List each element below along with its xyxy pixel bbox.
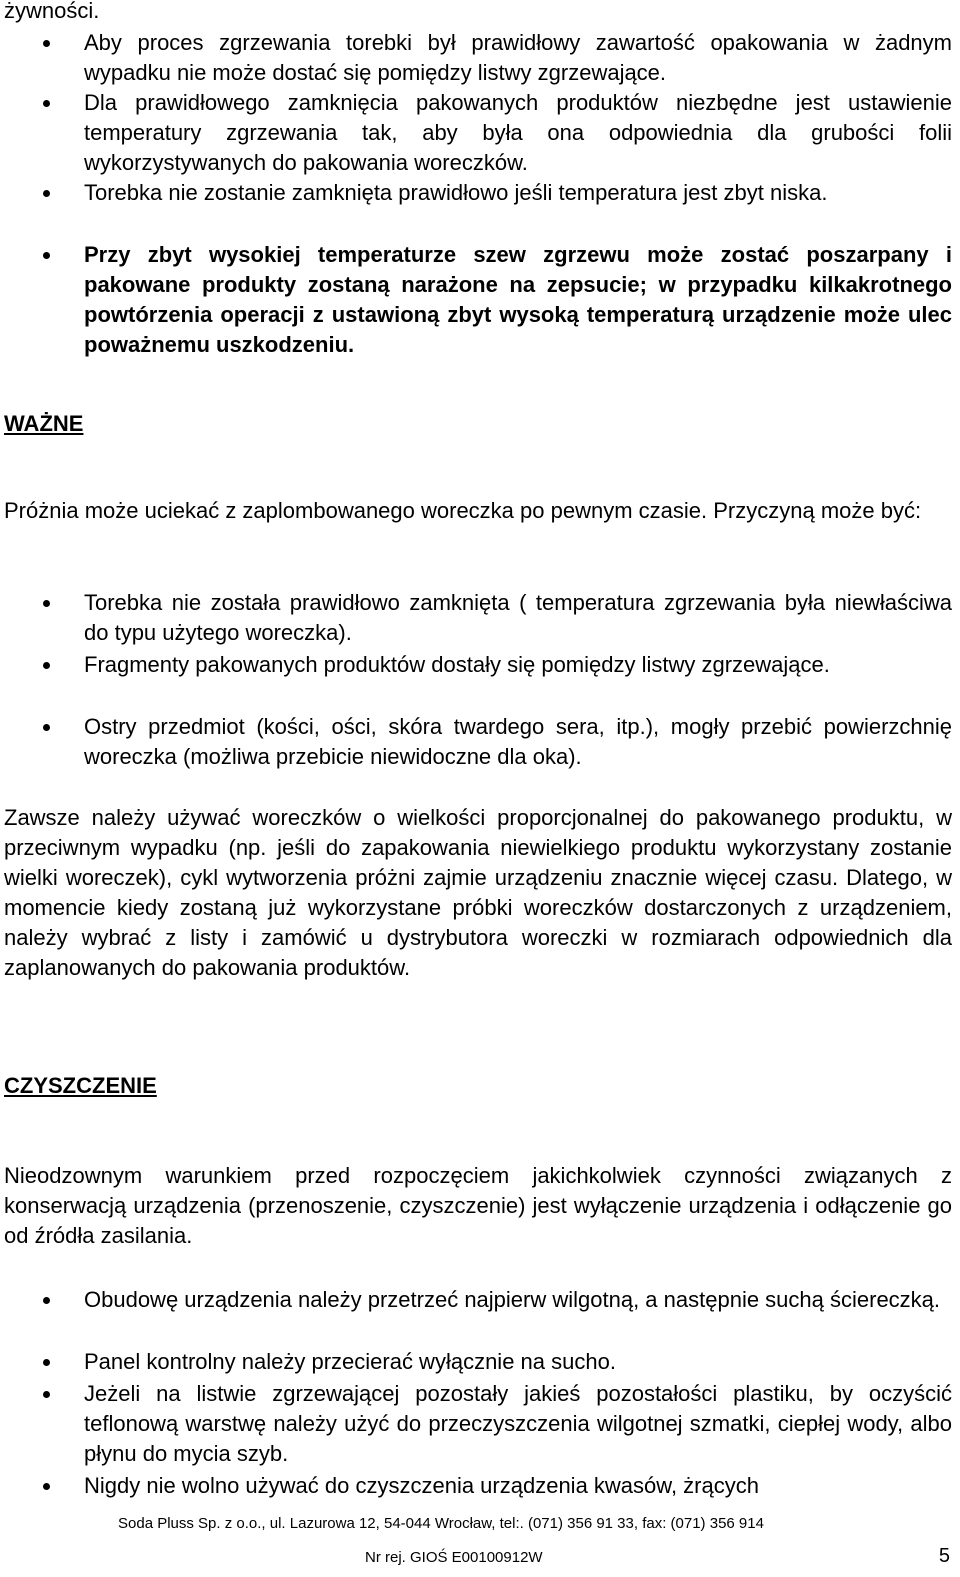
bullet-icon — [43, 1483, 50, 1490]
list-item — [0, 28, 952, 88]
list-item — [0, 1471, 952, 1501]
heading-czyszczenie: CZYSZCZENIE — [4, 1073, 157, 1098]
bullet-icon — [43, 1359, 50, 1366]
bullet-icon — [43, 600, 50, 607]
list-item — [0, 1285, 952, 1347]
bag-size-paragraph: Zawsze należy używać woreczków o wielkości proporcjonalnej do pakowanego produktu, w przeciwnym wypadku (np. jeśli do zapakowania niewielkiego produktu wykorzystany zostanie wielki woreczek), cykl wytworzenia próżni zajmie urządzeniu znacznie więcej czasu. Dlatego, w momencie kiedy zostaną już wykorzystane próbki woreczków dostarczonych z urządzeniem, należy wybrać z listy i zamówić u dystrybutora woreczki w rozmiarach odpowiednich dla zaplanowanych do pakowania produktów. — [4, 805, 952, 980]
bullet-icon — [43, 252, 50, 259]
list-sealing-notes — [0, 28, 952, 360]
cleaning-paragraph: Nieodzownym warunkiem przed rozpoczęciem jakichkolwiek czynności związanych z konserwacją urządzenia (przenoszenie, czyszczenie) jest wyłączenie urządzenia i odłączenie go od źródła zasilania. — [4, 1163, 952, 1248]
bullet-icon — [43, 724, 50, 731]
list-item-text: Dla prawidłowego zamknięcia pakowanych produktów niezbędne jest ustawienie temperatury zgrzewania tak, aby była ona odpowiednia dla grubości folii wykorzystywanych do pakowania woreczków. — [84, 90, 952, 175]
list-item — [0, 712, 952, 772]
list-item-text: Panel kontrolny należy przecierać wyłącznie na sucho. — [84, 1349, 616, 1374]
list-item — [0, 588, 952, 650]
bullet-icon — [43, 190, 50, 197]
bullet-icon — [43, 100, 50, 107]
list-item-text: Obudowę urządzenia należy przetrzeć najpierw wilgotną, a następnie suchą ściereczką. — [84, 1287, 941, 1312]
list-vacuum-causes — [0, 588, 952, 772]
list-item-text: Nigdy nie wolno używać do czyszczenia urządzenia kwasów, żrących — [84, 1473, 759, 1498]
list-item-text: Fragmenty pakowanych produktów dostały się pomiędzy listwy zgrzewające. — [84, 652, 830, 677]
list-item — [0, 240, 952, 360]
footer-company: Soda Pluss Sp. z o.o., ul. Lazurowa 12, 54-044 Wrocław, tel:. (071) 356 91 33, fax: (071) 356 914 — [118, 1515, 764, 1532]
list-item-text: Torebka nie została prawidłowo zamknięta ( temperatura zgrzewania była niewłaściwa do typu użytego woreczka). — [84, 590, 952, 645]
top-fragment: żywności. — [4, 0, 100, 23]
list-item-text: Przy zbyt wysokiej temperaturze szew zgrzewu może zostać poszarpany i pakowane produkty zostaną narażone na zepsucie; w przypadku kilkakrotnego powtórzenia operacji z ustawioną zbyt wysoką temperaturą urządzenie może ulec poważnemu uszkodzeniu. — [84, 242, 952, 357]
list-item-text: Ostry przedmiot (kości, ości, skóra twardego sera, itp.), mogły przebić powierzchnię woreczka (możliwa przebicie niewidoczne dla oka). — [84, 714, 952, 769]
footer-registry: Nr rej. GIOŚ E00100912W — [365, 1549, 543, 1566]
list-cleaning-steps — [0, 1285, 952, 1501]
list-item — [0, 650, 952, 712]
vacuum-paragraph: Próżnia może uciekać z zaplombowanego woreczka po pewnym czasie. Przyczyną może być: — [4, 498, 922, 523]
bullet-icon — [43, 1391, 50, 1398]
list-item — [0, 1347, 952, 1379]
list-item-text: Torebka nie zostanie zamknięta prawidłowo jeśli temperatura jest zbyt niska. — [84, 180, 828, 205]
page-number: 5 — [938, 1545, 950, 1567]
list-item — [0, 178, 952, 240]
bullet-icon — [43, 1297, 50, 1304]
bullet-icon — [43, 662, 50, 669]
list-item-text: Aby proces zgrzewania torebki był prawidłowy zawartość opakowania w żadnym wypadku nie może dostać się pomiędzy listwy zgrzewające. — [84, 30, 952, 85]
list-item — [0, 88, 952, 178]
list-item — [0, 1379, 952, 1471]
bullet-icon — [43, 40, 50, 47]
heading-wazne: WAŻNE — [4, 411, 84, 436]
list-item-text: Jeżeli na listwie zgrzewającej pozostały jakieś pozostałości plastiku, by oczyścić teflonową warstwę należy użyć do przeczyszczenia wilgotnej szmatki, ciepłej wody, albo płynu do mycia szyb. — [84, 1381, 952, 1466]
